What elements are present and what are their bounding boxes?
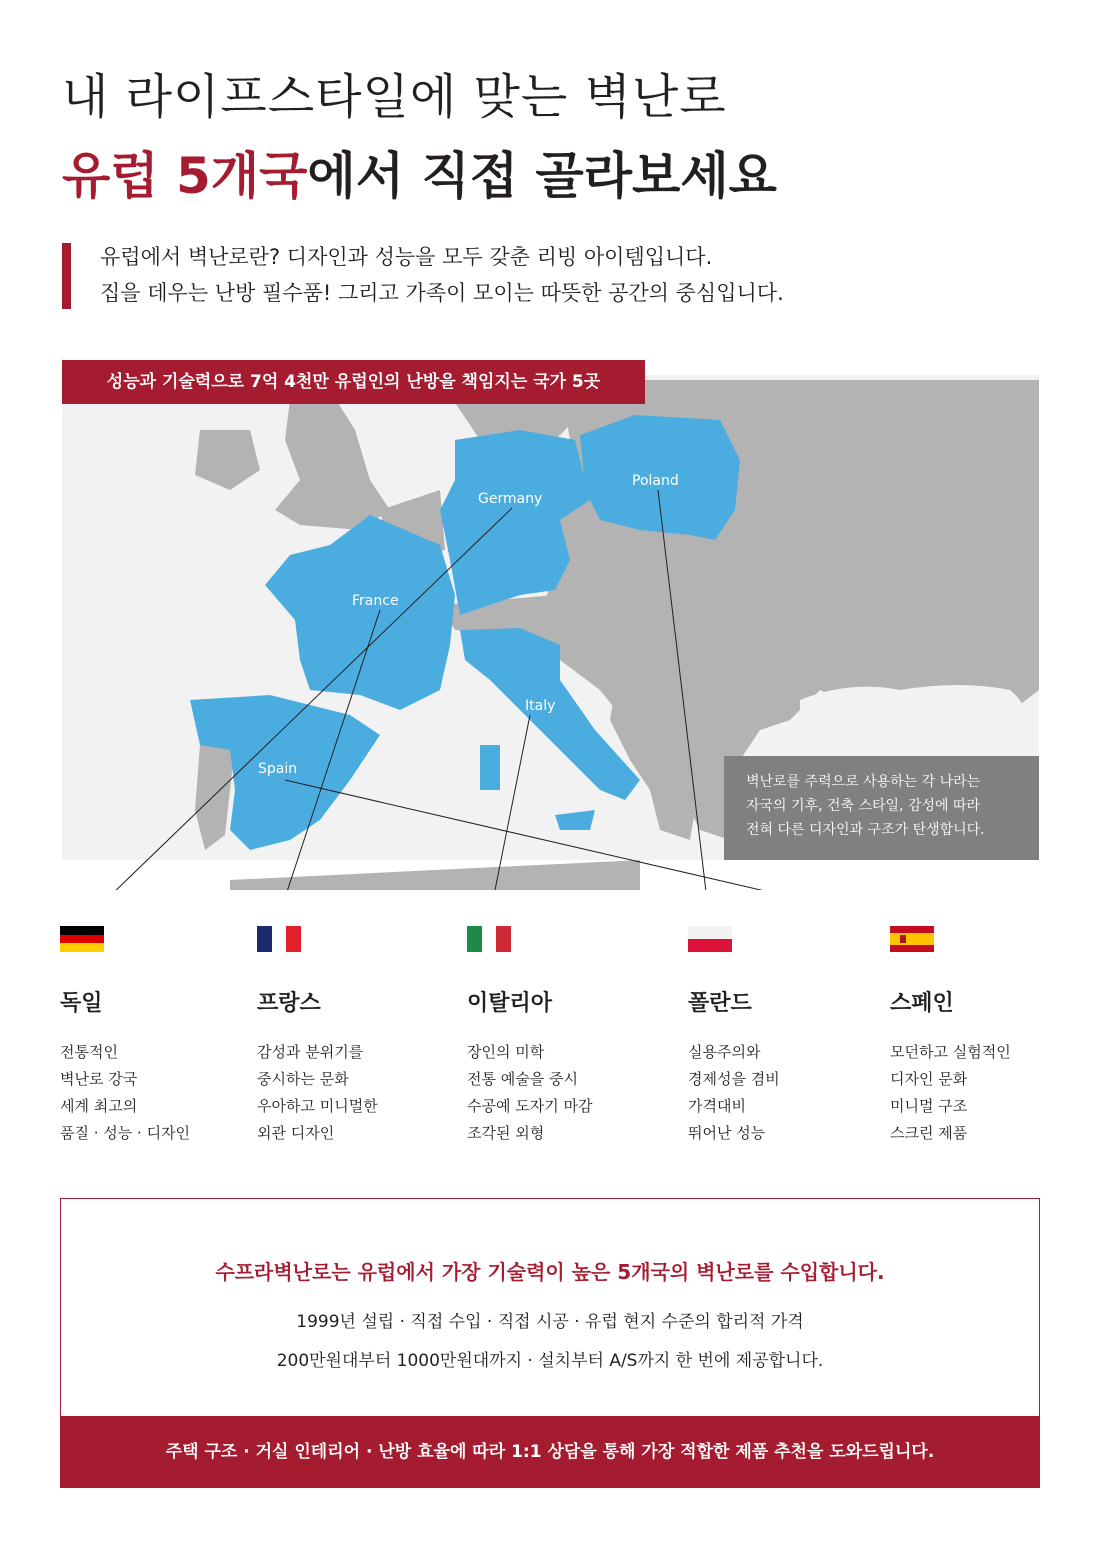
bottom-headline: 수프라벽난로는 유럽에서 가장 기술력이 높은 5개국의 벽난로를 수입합니다. <box>215 1260 885 1284</box>
country-desc-line: 모던하고 실험적인 <box>890 1043 1011 1061</box>
map-label-poland: Poland <box>632 473 679 489</box>
intro-accent-bar <box>62 243 71 309</box>
italy-flag-icon <box>467 926 511 952</box>
map-note-line1: 벽난로를 주력으로 사용하는 각 나라는 <box>746 774 981 790</box>
map-note-line3: 전혀 다른 디자인과 구조가 탄생합니다. <box>746 822 985 838</box>
country-desc-line: 전통적인 <box>60 1043 118 1061</box>
spain-flag-icon <box>890 926 934 952</box>
bottom-cta-bar: 주택 구조 · 거실 인테리어 · 난방 효율에 따라 1:1 상담을 통해 가장 적합한 제품 추천을 도와드립니다. <box>60 1416 1040 1488</box>
country-desc-line: 중시하는 문화 <box>257 1070 349 1088</box>
bottom-line2: 200만원대부터 1000만원대까지 · 설치부터 A/S까지 한 번에 제공합니다. <box>276 1351 824 1371</box>
country-desc-line: 우아하고 미니멀한 <box>257 1097 378 1115</box>
intro-text <box>100 239 784 311</box>
map-note-box <box>724 756 1039 860</box>
country-desc-line: 실용주의와 <box>688 1043 761 1061</box>
map-tag: 성능과 기술력으로 7억 4천만 유럽인의 난방을 책임지는 국가 5곳 <box>62 360 645 404</box>
country-desc-line: 디자인 문화 <box>890 1070 968 1088</box>
country-desc-line: 미니멀 구조 <box>890 1097 968 1115</box>
country-desc-line: 품질 · 성능 · 디자인 <box>60 1124 191 1142</box>
country-name: 폴란드 <box>688 991 752 1016</box>
country-sardinia-shape <box>480 745 500 790</box>
country-desc-line: 뛰어난 성능 <box>688 1124 766 1142</box>
title-rest: 에서 직접 골라보세요 <box>307 147 777 205</box>
intro-line1: 유럽에서 벽난로란? 디자인과 성능을 모두 갖춘 리빙 아이템입니다. <box>100 245 713 269</box>
land-africa <box>230 860 640 890</box>
country-column-spain <box>890 986 1011 1147</box>
map-label-italy: Italy <box>525 698 556 714</box>
bottom-info-box <box>60 1198 1040 1488</box>
country-desc-line: 가격대비 <box>688 1097 746 1115</box>
country-desc-line: 조각된 외형 <box>467 1124 545 1142</box>
map-label-spain: Spain <box>258 761 298 777</box>
map-label-france: France <box>352 593 399 609</box>
page-title-line2 <box>62 136 777 208</box>
country-desc-line: 감성과 분위기를 <box>257 1043 364 1061</box>
country-desc-line: 세계 최고의 <box>60 1097 138 1115</box>
country-column-italy <box>467 986 592 1147</box>
country-column-germany <box>60 986 190 1147</box>
country-column-poland <box>688 986 780 1147</box>
bottom-line1: 1999년 설립 · 직접 수입 · 직접 시공 · 유럽 현지 수준의 합리적 가격 <box>296 1312 804 1332</box>
country-name: 독일 <box>60 991 103 1016</box>
country-desc-line: 벽난로 강국 <box>60 1070 138 1088</box>
france-flag-icon <box>257 926 301 952</box>
map-note-line2: 자국의 기후, 건축 스타일, 감성에 따라 <box>746 798 981 814</box>
country-desc-line: 전통 예술을 중시 <box>467 1070 578 1088</box>
country-name: 이탈리아 <box>467 991 553 1016</box>
map-label-germany: Germany <box>478 491 543 507</box>
country-desc-line: 수공예 도자기 마감 <box>467 1097 593 1115</box>
germany-flag-icon <box>60 926 104 952</box>
poland-flag-icon <box>688 926 732 952</box>
title-accent: 유럽 5개국 <box>62 147 308 205</box>
country-desc-line: 경제성을 겸비 <box>688 1070 780 1088</box>
country-desc-line: 스크린 제품 <box>890 1124 968 1142</box>
country-column-france <box>257 986 378 1147</box>
page-title-line1: 내 라이프스타일에 맞는 벽난로 <box>62 69 727 125</box>
country-desc-line: 외관 디자인 <box>257 1124 335 1142</box>
country-desc-line: 장인의 미학 <box>467 1043 545 1061</box>
intro-line2: 집을 데우는 난방 필수품! 그리고 가족이 모이는 따뜻한 공간의 중심입니다. <box>100 281 784 305</box>
country-name: 스페인 <box>890 991 954 1016</box>
country-name: 프랑스 <box>257 991 321 1016</box>
